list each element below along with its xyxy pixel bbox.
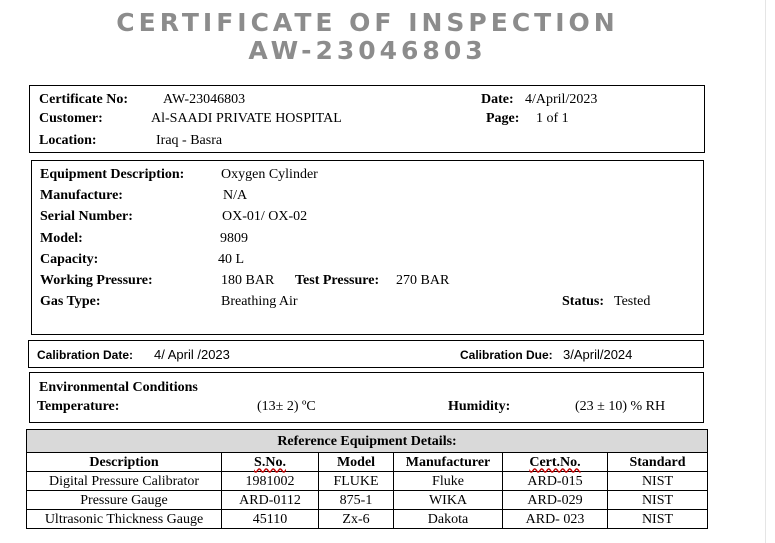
col-cert-no-text: Cert.No.: [529, 454, 581, 470]
cell-model: 875-1: [319, 491, 394, 510]
calibration-due-value: 3/April/2024: [563, 347, 633, 362]
manufacture-label: Manufacture:: [40, 188, 123, 203]
calibration-due-label: Calibration Due:: [460, 348, 553, 362]
test-pressure-value: 270 BAR: [396, 273, 450, 288]
certificate-info-box: [29, 85, 705, 153]
cell-manufacturer: WIKA: [394, 491, 503, 510]
working-pressure-value: 180 BAR: [221, 273, 275, 288]
reference-caption: Reference Equipment Details:: [27, 430, 708, 453]
gas-type-value: Breathing Air: [221, 294, 298, 309]
test-pressure-label: Test Pressure:: [295, 273, 380, 288]
col-serial-no-text: S.No.: [254, 454, 286, 470]
page-value: 1 of 1: [536, 111, 569, 126]
reference-equipment-table: [26, 429, 708, 529]
table-row: [27, 472, 708, 491]
cell-manufacturer: Dakota: [394, 510, 503, 529]
cell-cert-no: ARD-015: [503, 472, 608, 491]
cert-no-value: AW-23046803: [163, 92, 246, 107]
model-label: Model:: [40, 231, 83, 246]
cell-description: Digital Pressure Calibrator: [27, 472, 222, 491]
capacity-label: Capacity:: [40, 252, 99, 267]
certificate-title: CERTIFICATE OF INSPECTION: [116, 8, 619, 37]
page-label: Page:: [486, 111, 520, 126]
table-row: [27, 510, 708, 529]
temperature-label: Temperature:: [37, 399, 120, 414]
page-edge: [765, 0, 766, 543]
serial-label: Serial Number:: [40, 209, 133, 224]
cell-model: FLUKE: [319, 472, 394, 491]
cell-manufacturer: Fluke: [394, 472, 503, 491]
model-value: 9809: [220, 231, 248, 246]
humidity-label: Humidity:: [448, 399, 511, 414]
cell-standard: NIST: [608, 491, 708, 510]
customer-value: Al-SAADI PRIVATE HOSPITAL: [151, 111, 342, 126]
temperature-value: (13± 2) ºC: [257, 399, 316, 414]
location-value: Iraq - Basra: [156, 133, 223, 148]
date-label: Date:: [481, 92, 514, 107]
serial-value: OX-01/ OX-02: [222, 209, 308, 224]
cell-description: Ultrasonic Thickness Gauge: [27, 510, 222, 529]
table-header-row: [27, 453, 708, 472]
col-standard: Standard: [608, 453, 708, 472]
cell-cert-no: ARD- 023: [503, 510, 608, 529]
cert-no-label: Certificate No:: [39, 92, 129, 107]
cell-standard: NIST: [608, 510, 708, 529]
table-row: [27, 491, 708, 510]
date-value: 4/April/2023: [525, 92, 598, 107]
capacity-value: 40 L: [218, 252, 245, 267]
calibration-date-label: Calibration Date:: [37, 348, 134, 362]
status-value: Tested: [614, 294, 651, 309]
working-pressure-label: Working Pressure:: [40, 273, 153, 288]
equipment-description-label: Equipment Description:: [40, 167, 185, 182]
cell-cert-no: ARD-029: [503, 491, 608, 510]
col-model: Model: [319, 453, 394, 472]
cell-description: Pressure Gauge: [27, 491, 222, 510]
manufacture-value: N/A: [223, 188, 248, 203]
equipment-description-value: Oxygen Cylinder: [221, 167, 318, 182]
gas-type-label: Gas Type:: [40, 294, 101, 309]
cell-serial-no: ARD-0112: [222, 491, 319, 510]
status-label: Status:: [562, 294, 605, 309]
cell-serial-no: 45110: [222, 510, 319, 529]
col-cert-no: [503, 453, 608, 472]
customer-label: Customer:: [39, 111, 103, 126]
col-manufacturer: Manufacturer: [394, 453, 503, 472]
cell-standard: NIST: [608, 472, 708, 491]
col-serial-no: [222, 453, 319, 472]
cell-serial-no: 1981002: [222, 472, 319, 491]
calibration-date-value: 4/ April /2023: [154, 347, 230, 362]
cell-model: Zx-6: [319, 510, 394, 529]
col-description: Description: [27, 453, 222, 472]
certificate-number-title: AW-23046803: [248, 36, 487, 65]
humidity-value: (23 ± 10) % RH: [575, 399, 666, 414]
environment-heading: Environmental Conditions: [39, 380, 198, 395]
location-label: Location:: [39, 133, 97, 148]
